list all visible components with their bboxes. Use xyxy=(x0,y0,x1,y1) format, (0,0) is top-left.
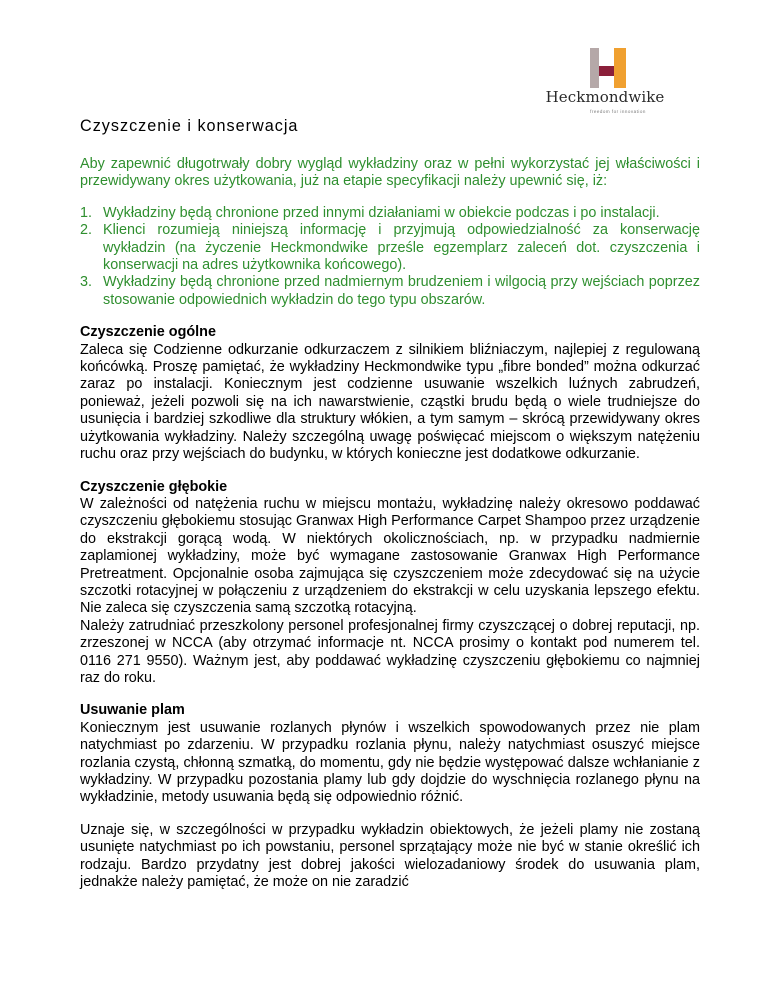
section-heading: Czyszczenie ogólne xyxy=(80,324,216,341)
section-paragraph: Zaleca się Codzienne odkurzanie odkurzaczem z silnikiem bliźniaczym, najlepiej z regulowaną końcówką. Proszę pamiętać, że wykładziny Heckmondwike typu „fibre bonded” można odkurzać zaraz po instalacji. Koniecznym jest codzienne usuwanie wszelkich luźnych zabrudzeń, ponieważ, jeżeli pozwoli się na ich nawarstwienie, cząstki brudu będą o wiele trudniejsze do usunięcia i bardziej szkodliwe dla struktury włókien, a tym samym – skrócą przewidywany okres użytkowania wykładziny. Należy szczególną uwagę poświęcać miejscom o większym natężeniu ruchu oraz przy wejściach do budynku, w których konieczne jest dodatkowe odkurzanie. xyxy=(80,341,700,463)
section-stain-removal xyxy=(80,702,700,806)
document-body xyxy=(80,115,700,891)
list-item-number: 2. xyxy=(80,222,93,239)
section-deep-cleaning xyxy=(80,479,700,688)
brand-logo xyxy=(540,48,680,120)
closing-paragraph: Uznaje się, w szczególności w przypadku wykładzin obiektowych, że jeżeli plamy nie zostaną usunięte natychmiast po ich powstaniu, personel sprzątający może nie być w stanie określić ich rodzaju. Bardzo przydatny jest dobrej jakości wielozadaniowy środek do usuwania plam, jednakże należy pamiętać, że może on nie zaradzić xyxy=(80,821,700,891)
section-paragraph: Należy zatrudniać przeszkolony personel profesjonalnej firmy czyszczącej o dobrej reputacji, np. zrzeszonej w NCCA (aby otrzymać informacje nt. NCCA prosimy o kontakt pod numerem tel. 0116 271 9550). Ważnym jest, aby poddawać wykładzinę czyszczeniu głębokiemu co najmniej raz do roku. xyxy=(80,617,700,686)
list-item xyxy=(80,274,700,309)
list-item-number: 3. xyxy=(80,274,93,291)
list-item-text: Klienci rozumieją niniejszą informację i przyjmują odpowiedzialność za konserwację wykładzin (na życzenie Heckmondwike prześle egzemplarz zaleceń dot. czyszczenia i konserwacji na adres użytkownika końcowego). xyxy=(103,222,700,274)
section-paragraph: Koniecznym jest usuwanie rozlanych płynów i wszelkich spowodowanych przez nie plam natychmiast po zdarzeniu. W przypadku rozlania płynu, należy natychmiast osuszyć miejsce rozlania czystą, chłonną szmatką, do momentu, gdy nie będzie występować dalsze wchłanianie z wykładziny. W przypadku pozostania plamy lub gdy dojdzie do wyschnięcia rozlanego płynu na wykładzinie, metody usuwania będą się odpowiednio różnić. xyxy=(80,719,700,806)
logo-wordmark: Heckmondwike xyxy=(545,88,665,106)
logo-tagline: freedom for innovation xyxy=(590,109,646,114)
list-item xyxy=(80,222,700,274)
requirements-list xyxy=(80,205,700,309)
list-item-number: 1. xyxy=(80,204,93,221)
list-item-text: Wykładziny będą chronione przed innymi działaniami w obiekcie podczas i po instalacji. xyxy=(103,204,660,221)
intro-paragraph: Aby zapewnić długotrwały dobry wygląd wykładziny oraz w pełni wykorzystać jej właściwości i przewidywany okres użytkowania, już na etapie specyfikacji należy upewnić się, iż: xyxy=(80,156,700,190)
list-item-text: Wykładziny będą chronione przed nadmiernym brudzeniem i wilgocią przy wejściach poprzez stosowanie odpowiednich wykładzin do tego typu obszarów. xyxy=(103,274,700,308)
page-title: Czyszczenie i konserwacja xyxy=(80,117,299,135)
section-heading: Usuwanie plam xyxy=(80,702,185,719)
heckmondwike-logo-icon xyxy=(590,48,626,88)
list-item xyxy=(80,205,700,222)
section-paragraph: W zależności od natężenia ruchu w miejscu montażu, wykładzinę należy okresowo poddawać czyszczeniu głębokiemu stosując Granwax High Performance Carpet Shampoo przez urządzenie do ekstrakcji gorącą wodą. W niektórych okolicznościach, np. w przypadku nadmiernie zaplamionej wykładziny, może być wymagane zastosowanie Granwax High Performance Pretreatment. Opcjonalnie osoba zajmująca się czyszczeniem może zdecydować się na użycie szczotki rotacyjnej w połączeniu z urządzeniem do ekstrakcji w celu uzyskania lepszego efektu. Nie zaleca się czyszczenia samą szczotką rotacyjną. xyxy=(80,495,700,617)
section-heading: Czyszczenie głębokie xyxy=(80,478,228,495)
section-general-cleaning xyxy=(80,324,700,463)
